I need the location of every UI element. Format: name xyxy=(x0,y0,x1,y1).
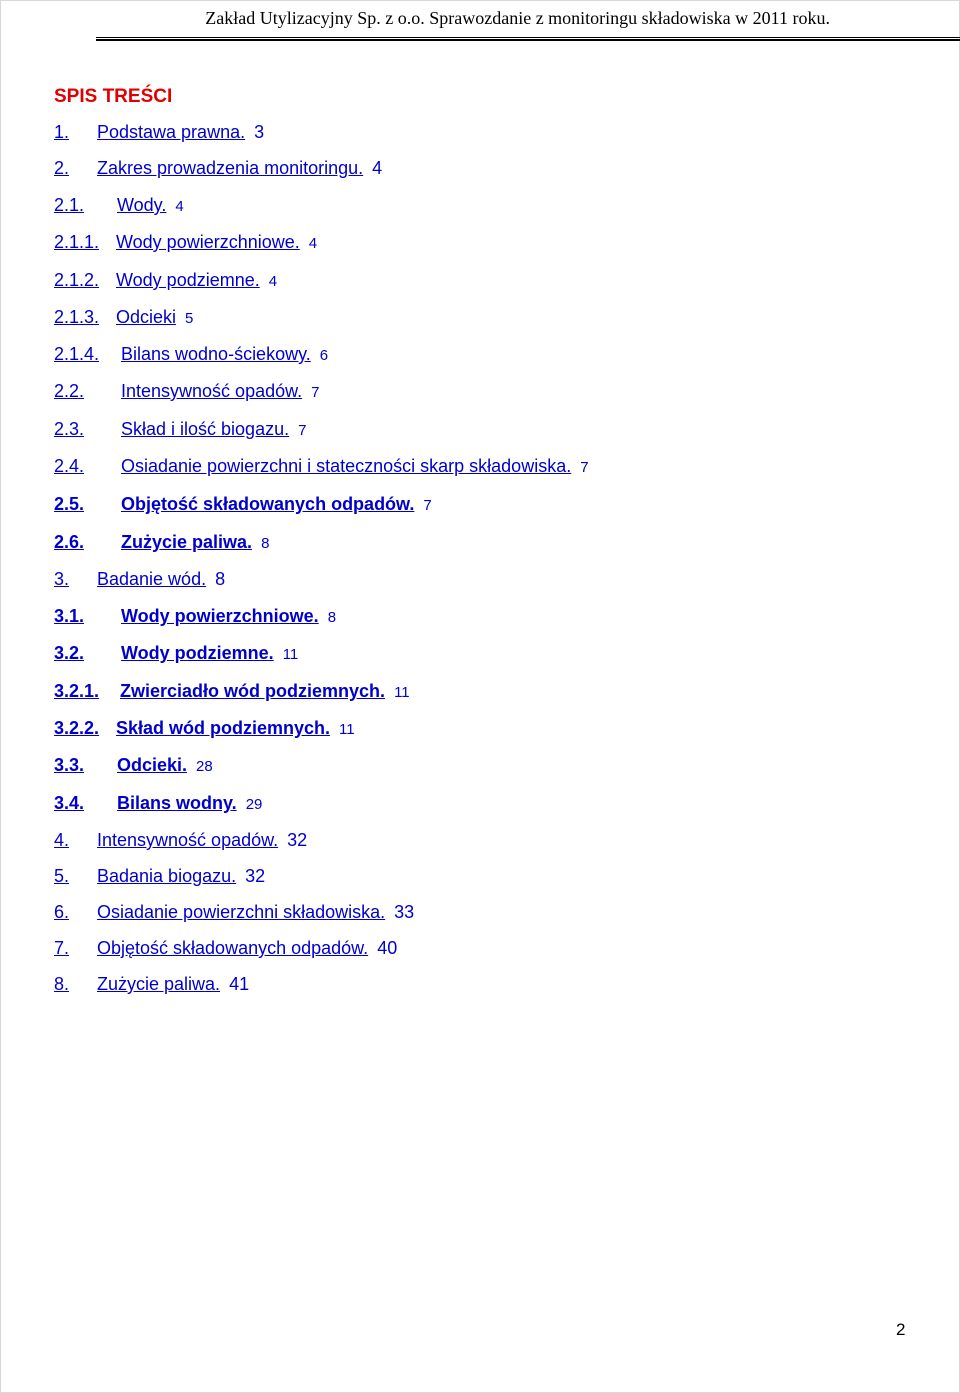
toc-entry-number[interactable]: 3.2.2. xyxy=(54,718,100,738)
toc-entry-page: 6 xyxy=(319,347,329,364)
toc-entry-label[interactable]: Zużycie paliwa. xyxy=(97,974,221,994)
header-rule xyxy=(96,37,960,41)
toc-entry-label[interactable]: Wody powierzchniowe. xyxy=(121,606,319,626)
toc-entry-number[interactable]: 1. xyxy=(54,122,70,142)
toc-entry-number[interactable]: 3.2. xyxy=(54,643,85,663)
toc-entry-number[interactable]: 3.3. xyxy=(54,755,85,775)
toc-entry-number[interactable]: 2.1.3. xyxy=(54,307,100,327)
toc-entry-page: 8 xyxy=(327,609,337,626)
toc-entry-page: 32 xyxy=(287,830,308,850)
toc-entry-page: 41 xyxy=(229,974,250,994)
toc-entry-label[interactable]: Wody podziemne. xyxy=(121,643,274,663)
toc-entry-page: 4 xyxy=(175,198,184,215)
toc-entry-page: 28 xyxy=(196,758,213,775)
toc-entry-page: 7 xyxy=(298,422,307,439)
toc-entry-number[interactable]: 2.1.1. xyxy=(54,232,100,252)
toc-entry-number[interactable]: 2.2. xyxy=(54,381,85,401)
toc-entry-page: 33 xyxy=(394,902,415,922)
toc-entry-page: 32 xyxy=(245,866,266,886)
toc-entry-label[interactable]: Osiadanie powierzchni składowiska. xyxy=(97,902,386,922)
toc-entry-page: 8 xyxy=(215,569,226,589)
toc-entry-page: 7 xyxy=(580,459,589,476)
toc-entry-page: 3 xyxy=(254,122,265,142)
toc-entry-page: 29 xyxy=(245,796,263,813)
toc-entry-number[interactable]: 4. xyxy=(54,830,70,850)
toc-entry-page: 8 xyxy=(261,535,270,552)
toc-entry-label[interactable]: Zużycie paliwa. xyxy=(121,532,253,552)
toc-entry-number[interactable]: 2.3. xyxy=(54,419,85,439)
toc-entry-number[interactable]: 3.1. xyxy=(54,606,85,626)
toc-entry-label[interactable]: Skład i ilość biogazu. xyxy=(121,419,290,439)
toc-entry-number[interactable]: 6. xyxy=(54,902,70,922)
toc-entry-number[interactable]: 8. xyxy=(54,974,70,994)
toc-entry-label[interactable]: Objętość składowanych odpadów. xyxy=(121,494,415,514)
toc-entry-number[interactable]: 3.2.1. xyxy=(54,681,100,701)
toc-entry-page: 7 xyxy=(311,384,320,401)
toc-entry-label[interactable]: Intensywność opadów. xyxy=(97,830,279,850)
toc-entry-label[interactable]: Zakres prowadzenia monitoringu. xyxy=(97,158,364,178)
toc-entry-number[interactable]: 7. xyxy=(54,938,70,958)
toc-entry-label[interactable]: Wody. xyxy=(117,195,167,215)
toc-entry-page: 7 xyxy=(423,497,432,514)
toc-entry-number[interactable]: 2.1.4. xyxy=(54,344,100,364)
toc-entry-label[interactable]: Intensywność opadów. xyxy=(121,381,303,401)
toc-entry-number[interactable]: 2.1. xyxy=(54,195,85,215)
toc-entry-label[interactable]: Podstawa prawna. xyxy=(97,122,246,142)
toc-entry-number[interactable]: 3. xyxy=(54,569,70,589)
toc-entry-number[interactable]: 2.4. xyxy=(54,456,85,476)
page-number: 2 xyxy=(896,1320,906,1339)
toc-entry-number[interactable]: 5. xyxy=(54,866,70,886)
toc-entry-page: 11 xyxy=(394,684,410,701)
toc-entry-label[interactable]: Skład wód podziemnych. xyxy=(116,718,331,738)
toc-entry-label[interactable]: Odcieki. xyxy=(117,755,188,775)
toc-entry-label[interactable]: Osiadanie powierzchni i stateczności skarp składowiska. xyxy=(121,456,572,476)
toc-entry-page: 4 xyxy=(372,158,383,178)
toc-entry-number[interactable]: 3.4. xyxy=(54,793,85,813)
toc-entry-number[interactable]: 2.1.2. xyxy=(54,270,100,290)
toc-entry-page: 11 xyxy=(282,646,299,663)
toc-entry-number[interactable]: 2. xyxy=(54,158,70,178)
toc-entry-label[interactable]: Odcieki xyxy=(116,307,177,327)
toc-entry-label[interactable]: Badanie wód. xyxy=(97,569,207,589)
toc-entry-page: 11 xyxy=(339,721,355,738)
toc-entry-label[interactable]: Wody powierzchniowe. xyxy=(116,232,300,252)
toc-title: SPIS TREŚCI xyxy=(54,86,173,107)
toc-entry-label[interactable]: Zwierciadło wód podziemnych. xyxy=(120,681,386,701)
toc-entry-label[interactable]: Objętość składowanych odpadów. xyxy=(97,938,369,958)
toc-entry-label[interactable]: Badania biogazu. xyxy=(97,866,237,886)
toc-entry-page: 4 xyxy=(308,235,318,252)
toc-entry-page: 40 xyxy=(377,938,398,958)
toc-entry-number[interactable]: 2.6. xyxy=(54,532,85,552)
toc-entry-label[interactable]: Bilans wodno-ściekowy. xyxy=(121,344,311,364)
toc-entry-label[interactable]: Wody podziemne. xyxy=(116,270,260,290)
toc-entry-number[interactable]: 2.5. xyxy=(54,494,85,514)
page-header: Zakład Utylizacyjny Sp. z o.o. Sprawozdanie z monitoringu składowiska w 2011 roku. xyxy=(205,8,830,28)
toc-entry-page: 4 xyxy=(268,273,278,290)
toc-entry-page: 5 xyxy=(185,310,194,327)
toc-entry-label[interactable]: Bilans wodny. xyxy=(117,793,237,813)
